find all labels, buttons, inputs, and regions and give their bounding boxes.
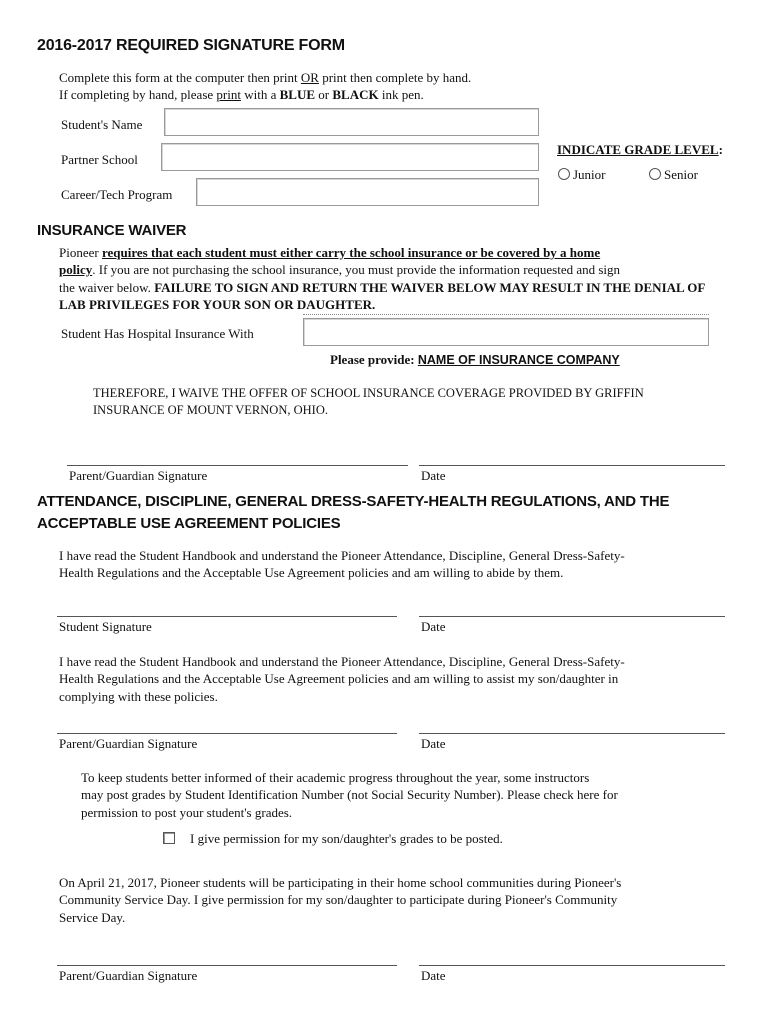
grade-level-label: INDICATE GRADE LEVEL: <box>557 142 723 157</box>
parent-signature-line-1[interactable] <box>67 465 408 466</box>
parent-signature-label-1: Parent/Guardian Signature <box>69 468 208 483</box>
parent-signature-label-3: Parent/Guardian Signature <box>59 968 198 983</box>
please-provide-note: Please provide: NAME OF INSURANCE COMPANY <box>330 352 620 367</box>
grades-permission-text: To keep students better informed of their academic progress throughout the year, some instructors may post grades by Student Identification Number (not Social Security Number). Please check here for permission to post your student's grades. <box>81 770 618 820</box>
parent-signature-label-2: Parent/Guardian Signature <box>59 736 198 751</box>
grades-permission-checkbox[interactable] <box>163 832 175 844</box>
student-signature-label: Student Signature <box>59 619 152 634</box>
page-title: 2016-2017 REQUIRED SIGNATURE FORM <box>37 37 345 54</box>
date-line-3[interactable] <box>419 733 725 734</box>
junior-option[interactable] <box>558 166 606 183</box>
parent-signature-line-2[interactable] <box>57 733 397 734</box>
student-acknowledgement: I have read the Student Handbook and understand the Pioneer Attendance, Discipline, General Dress-Safety- Health Regulations and the Acceptable Use Agreement policies and am willing to abide by them. <box>59 548 625 581</box>
partner-school-input[interactable] <box>161 143 539 171</box>
service-day-text: On April 21, 2017, Pioneer students will be participating in their home school communities during Pioneer's Community Service Day. I give permission for my son/daughter to participate during Pioneer's Community Service Day. <box>59 875 622 925</box>
senior-option[interactable] <box>649 166 698 183</box>
date-label-4: Date <box>421 968 446 983</box>
date-line-2[interactable] <box>419 616 725 617</box>
date-line-1[interactable] <box>419 465 725 466</box>
junior-label: Junior <box>573 167 606 182</box>
divider <box>303 314 709 315</box>
career-tech-label: Career/Tech Program <box>61 187 173 202</box>
senior-label: Senior <box>664 167 698 182</box>
date-label-2: Date <box>421 619 446 634</box>
junior-radio[interactable] <box>558 168 570 180</box>
student-name-input[interactable] <box>164 108 539 136</box>
waiver-statement: THEREFORE, I WAIVE THE OFFER OF SCHOOL INSURANCE COVERAGE PROVIDED BY GRIFFIN INSURANCE OF MOUNT VERNON, OHIO. <box>93 386 644 417</box>
grades-permission-label: I give permission for my son/daughter's grades to be posted. <box>190 831 503 846</box>
career-tech-input[interactable] <box>196 178 539 206</box>
hospital-insurance-label: Student Has Hospital Insurance With <box>61 326 254 341</box>
partner-school-label: Partner School <box>61 152 138 167</box>
parent-acknowledgement: I have read the Student Handbook and understand the Pioneer Attendance, Discipline, General Dress-Safety- Health Regulations and the Acceptable Use Agreement policies and am willing to assist my son/daughter in complying with these policies. <box>59 654 625 704</box>
parent-signature-line-3[interactable] <box>57 965 397 966</box>
date-label-3: Date <box>421 736 446 751</box>
student-signature-line[interactable] <box>57 616 397 617</box>
senior-radio[interactable] <box>649 168 661 180</box>
date-line-4[interactable] <box>419 965 725 966</box>
student-name-label: Student's Name <box>61 117 143 132</box>
insurance-paragraph: Pioneer requires that each student must either carry the school insurance or be covered by a home policy. If you are not purchasing the school insurance, you must provide the information requested and sign the waiver below. FAILURE TO SIGN AND RETURN THE WAIVER BELOW MAY RESULT IN THE DENIAL OF LAB PRIVILEGES FOR YOUR SON OR DAUGHTER. <box>59 245 706 312</box>
hospital-insurance-input[interactable] <box>303 318 709 346</box>
date-label-1: Date <box>421 468 446 483</box>
attendance-heading: ATTENDANCE, DISCIPLINE, GENERAL DRESS-SAFETY-HEALTH REGULATIONS, AND THE ACCEPTABLE USE AGREEMENT POLICIES <box>37 493 670 532</box>
insurance-waiver-heading: INSURANCE WAIVER <box>37 222 187 239</box>
intro-text: Complete this form at the computer then print OR print then complete by hand. If completing by hand, please print with a BLUE or BLACK ink pen. <box>59 70 472 102</box>
